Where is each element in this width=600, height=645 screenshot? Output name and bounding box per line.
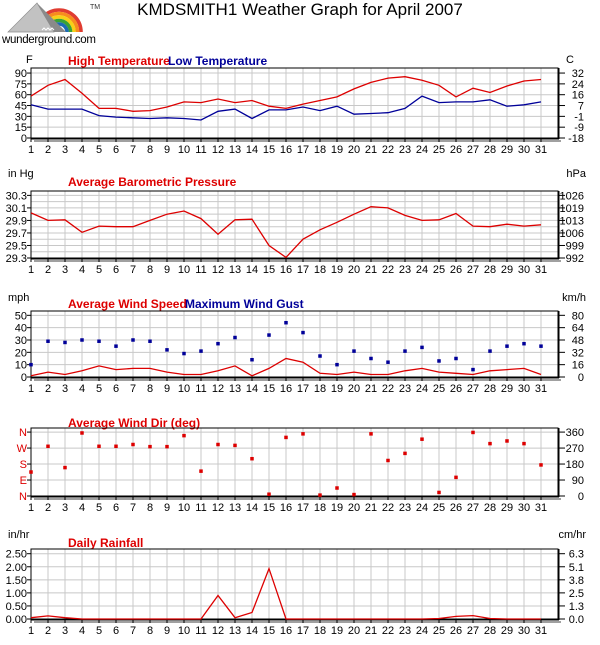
svg-text:20: 20 bbox=[347, 502, 361, 514]
svg-text:27: 27 bbox=[466, 502, 480, 514]
svg-text:23: 23 bbox=[398, 264, 412, 276]
svg-text:0: 0 bbox=[577, 372, 584, 384]
svg-text:75: 75 bbox=[14, 78, 27, 91]
svg-text:30: 30 bbox=[14, 111, 27, 124]
svg-text:7: 7 bbox=[577, 100, 584, 113]
svg-text:19: 19 bbox=[330, 625, 344, 637]
svg-text:15: 15 bbox=[14, 122, 27, 135]
svg-text:7: 7 bbox=[129, 264, 137, 276]
svg-text:1.50: 1.50 bbox=[5, 574, 27, 587]
svg-text:15: 15 bbox=[262, 383, 276, 395]
svg-text:29: 29 bbox=[500, 383, 514, 395]
svg-text:9: 9 bbox=[163, 625, 171, 637]
svg-text:80: 80 bbox=[571, 310, 584, 323]
svg-text:-18: -18 bbox=[568, 133, 584, 145]
svg-text:3: 3 bbox=[61, 383, 69, 395]
svg-text:27: 27 bbox=[466, 383, 480, 395]
svg-text:2: 2 bbox=[44, 144, 52, 156]
svg-text:14: 14 bbox=[245, 502, 259, 514]
svg-text:17: 17 bbox=[296, 625, 310, 637]
svg-text:8: 8 bbox=[146, 625, 154, 637]
svg-text:7: 7 bbox=[129, 502, 137, 514]
svg-text:5: 5 bbox=[95, 144, 103, 156]
svg-text:13: 13 bbox=[228, 264, 242, 276]
temp-unit-left: F bbox=[26, 54, 33, 66]
svg-text:30.1: 30.1 bbox=[5, 202, 27, 215]
svg-text:31: 31 bbox=[534, 383, 548, 395]
svg-text:64: 64 bbox=[571, 322, 584, 335]
svg-text:22: 22 bbox=[381, 383, 395, 395]
svg-text:0.50: 0.50 bbox=[5, 600, 27, 613]
svg-text:29.5: 29.5 bbox=[5, 240, 27, 253]
svg-text:12: 12 bbox=[211, 502, 225, 514]
svg-text:5: 5 bbox=[95, 264, 103, 276]
svg-text:26: 26 bbox=[449, 502, 463, 514]
svg-text:8: 8 bbox=[146, 264, 154, 276]
svg-text:60: 60 bbox=[14, 89, 27, 102]
svg-text:18: 18 bbox=[313, 502, 327, 514]
svg-text:28: 28 bbox=[483, 144, 497, 156]
svg-text:28: 28 bbox=[483, 264, 497, 276]
svg-text:5.1: 5.1 bbox=[568, 561, 584, 574]
svg-text:27: 27 bbox=[466, 264, 480, 276]
svg-text:3: 3 bbox=[61, 625, 69, 637]
svg-text:13: 13 bbox=[228, 502, 242, 514]
svg-text:25: 25 bbox=[432, 383, 446, 395]
svg-text:31: 31 bbox=[534, 625, 548, 637]
svg-text:13: 13 bbox=[228, 625, 242, 637]
svg-text:10: 10 bbox=[177, 264, 191, 276]
rain-unit-right: cm/hr bbox=[558, 529, 586, 541]
svg-text:19: 19 bbox=[330, 264, 344, 276]
axis-labels bbox=[17, 427, 584, 514]
svg-text:19: 19 bbox=[330, 383, 344, 395]
svg-text:30: 30 bbox=[517, 144, 531, 156]
svg-text:2.5: 2.5 bbox=[568, 587, 584, 600]
svg-text:2: 2 bbox=[44, 264, 52, 276]
svg-text:18: 18 bbox=[313, 264, 327, 276]
svg-text:15: 15 bbox=[262, 502, 276, 514]
svg-text:20: 20 bbox=[347, 625, 361, 637]
svg-text:999: 999 bbox=[565, 240, 584, 253]
svg-text:6: 6 bbox=[112, 144, 120, 156]
svg-text:25: 25 bbox=[432, 502, 446, 514]
svg-text:26: 26 bbox=[449, 144, 463, 156]
svg-text:16: 16 bbox=[279, 144, 293, 156]
svg-text:29.9: 29.9 bbox=[5, 215, 27, 228]
svg-text:2.50: 2.50 bbox=[5, 548, 27, 561]
svg-text:16: 16 bbox=[279, 264, 293, 276]
svg-text:4: 4 bbox=[78, 625, 86, 637]
svg-text:31: 31 bbox=[534, 502, 548, 514]
svg-text:29: 29 bbox=[500, 502, 514, 514]
svg-text:0: 0 bbox=[20, 372, 27, 384]
svg-text:1.3: 1.3 bbox=[568, 600, 584, 613]
svg-text:E: E bbox=[19, 475, 27, 488]
svg-text:31: 31 bbox=[534, 144, 548, 156]
svg-text:15: 15 bbox=[262, 144, 276, 156]
wind-direction-plot bbox=[0, 422, 600, 514]
svg-text:5: 5 bbox=[95, 625, 103, 637]
wind-gust-legend: Maximum Wind Gust bbox=[185, 297, 304, 311]
svg-text:17: 17 bbox=[296, 264, 310, 276]
svg-text:6: 6 bbox=[112, 502, 120, 514]
svg-text:30.3: 30.3 bbox=[5, 190, 27, 203]
svg-text:22: 22 bbox=[381, 502, 395, 514]
svg-text:18: 18 bbox=[313, 144, 327, 156]
svg-text:12: 12 bbox=[211, 144, 225, 156]
svg-text:22: 22 bbox=[381, 144, 395, 156]
svg-text:28: 28 bbox=[483, 625, 497, 637]
svg-text:29: 29 bbox=[500, 264, 514, 276]
svg-text:19: 19 bbox=[330, 502, 344, 514]
svg-text:7: 7 bbox=[129, 144, 137, 156]
svg-text:180: 180 bbox=[565, 459, 584, 472]
page-title: KMDSMITH1 Weather Graph for April 2007 bbox=[137, 0, 463, 19]
svg-text:7: 7 bbox=[129, 625, 137, 637]
svg-text:3: 3 bbox=[61, 264, 69, 276]
svg-text:90: 90 bbox=[14, 68, 27, 81]
svg-text:24: 24 bbox=[415, 625, 429, 637]
svg-text:1019: 1019 bbox=[559, 202, 584, 215]
svg-text:4: 4 bbox=[78, 502, 86, 514]
svg-text:6: 6 bbox=[112, 383, 120, 395]
svg-text:20: 20 bbox=[347, 144, 361, 156]
svg-text:31: 31 bbox=[534, 264, 548, 276]
svg-text:4: 4 bbox=[78, 264, 86, 276]
svg-text:17: 17 bbox=[296, 144, 310, 156]
svg-text:24: 24 bbox=[571, 78, 584, 91]
svg-text:30: 30 bbox=[517, 625, 531, 637]
svg-text:11: 11 bbox=[195, 625, 207, 637]
svg-text:29.3: 29.3 bbox=[5, 253, 27, 265]
svg-text:8: 8 bbox=[146, 383, 154, 395]
svg-text:W: W bbox=[16, 443, 27, 456]
svg-text:17: 17 bbox=[296, 502, 310, 514]
svg-text:20: 20 bbox=[347, 264, 361, 276]
gridlines bbox=[31, 68, 558, 138]
svg-text:25: 25 bbox=[432, 625, 446, 637]
svg-text:13: 13 bbox=[228, 144, 242, 156]
svg-text:12: 12 bbox=[211, 625, 225, 637]
svg-text:16: 16 bbox=[279, 383, 293, 395]
svg-text:11: 11 bbox=[195, 383, 207, 395]
svg-text:2.00: 2.00 bbox=[5, 561, 27, 574]
svg-text:0: 0 bbox=[20, 133, 27, 145]
logo-text: wunderground.com bbox=[2, 34, 96, 46]
svg-text:20: 20 bbox=[347, 383, 361, 395]
svg-text:32: 32 bbox=[571, 347, 584, 360]
svg-text:7: 7 bbox=[129, 383, 137, 395]
svg-text:12: 12 bbox=[211, 264, 225, 276]
svg-text:23: 23 bbox=[398, 502, 412, 514]
wind-unit-left: mph bbox=[8, 292, 30, 304]
svg-text:270: 270 bbox=[565, 443, 584, 456]
plot-border bbox=[31, 428, 559, 497]
rainfall-plot bbox=[0, 543, 600, 639]
wind-speed-legend: Average Wind Speed bbox=[68, 297, 187, 311]
svg-text:-1: -1 bbox=[574, 111, 584, 124]
wind-plot bbox=[0, 305, 600, 397]
high-temperature-legend: High Temperature bbox=[68, 54, 170, 68]
gridlines bbox=[31, 549, 558, 619]
svg-text:1: 1 bbox=[27, 264, 35, 276]
svg-text:21: 21 bbox=[364, 625, 378, 637]
svg-text:27: 27 bbox=[466, 625, 480, 637]
svg-text:10: 10 bbox=[14, 359, 27, 372]
svg-text:45: 45 bbox=[14, 100, 27, 113]
svg-text:26: 26 bbox=[449, 625, 463, 637]
svg-text:1: 1 bbox=[27, 502, 35, 514]
svg-text:0.0: 0.0 bbox=[568, 614, 584, 626]
svg-text:10: 10 bbox=[177, 502, 191, 514]
svg-text:16: 16 bbox=[279, 502, 293, 514]
trademark-label: TM bbox=[90, 4, 101, 11]
svg-text:24: 24 bbox=[415, 264, 429, 276]
svg-text:48: 48 bbox=[571, 334, 584, 347]
svg-text:30: 30 bbox=[517, 502, 531, 514]
svg-text:16: 16 bbox=[571, 89, 584, 102]
svg-text:13: 13 bbox=[228, 383, 242, 395]
svg-text:12: 12 bbox=[211, 383, 225, 395]
svg-text:10: 10 bbox=[177, 144, 191, 156]
svg-text:22: 22 bbox=[381, 625, 395, 637]
svg-text:N: N bbox=[19, 491, 27, 503]
svg-text:2: 2 bbox=[44, 383, 52, 395]
svg-text:30: 30 bbox=[517, 264, 531, 276]
svg-text:26: 26 bbox=[449, 383, 463, 395]
temp-unit-right: C bbox=[566, 54, 574, 66]
svg-text:8: 8 bbox=[146, 144, 154, 156]
svg-text:15: 15 bbox=[262, 625, 276, 637]
svg-text:15: 15 bbox=[262, 264, 276, 276]
svg-text:30: 30 bbox=[517, 383, 531, 395]
svg-text:24: 24 bbox=[415, 502, 429, 514]
svg-text:23: 23 bbox=[398, 144, 412, 156]
svg-text:1: 1 bbox=[27, 144, 35, 156]
svg-text:28: 28 bbox=[483, 383, 497, 395]
svg-text:90: 90 bbox=[571, 475, 584, 488]
svg-text:21: 21 bbox=[364, 144, 378, 156]
svg-text:32: 32 bbox=[571, 68, 584, 81]
svg-text:29.7: 29.7 bbox=[5, 227, 27, 240]
svg-text:0: 0 bbox=[577, 491, 584, 503]
gridlines bbox=[31, 311, 558, 377]
svg-text:30: 30 bbox=[14, 334, 27, 347]
svg-text:29: 29 bbox=[500, 625, 514, 637]
wind-dir-title: Average Wind Dir (deg) bbox=[68, 416, 201, 430]
svg-text:S: S bbox=[19, 459, 27, 472]
svg-text:23: 23 bbox=[398, 383, 412, 395]
svg-text:24: 24 bbox=[415, 144, 429, 156]
plot-border bbox=[31, 68, 559, 139]
svg-text:-9: -9 bbox=[574, 122, 584, 135]
svg-text:18: 18 bbox=[313, 625, 327, 637]
svg-text:21: 21 bbox=[364, 502, 378, 514]
svg-text:1013: 1013 bbox=[559, 215, 584, 228]
pressure-title: Average Barometric Pressure bbox=[68, 175, 237, 189]
svg-text:14: 14 bbox=[245, 383, 259, 395]
plot-border bbox=[31, 549, 559, 620]
svg-text:1.00: 1.00 bbox=[5, 587, 27, 600]
svg-text:21: 21 bbox=[364, 383, 378, 395]
svg-text:50: 50 bbox=[14, 310, 27, 323]
pressure-unit-left: in Hg bbox=[8, 168, 34, 180]
svg-text:17: 17 bbox=[296, 383, 310, 395]
gridlines bbox=[31, 428, 558, 496]
rainfall-title: Daily Rainfall bbox=[68, 536, 144, 550]
svg-text:28: 28 bbox=[483, 502, 497, 514]
svg-text:20: 20 bbox=[14, 347, 27, 360]
svg-text:3: 3 bbox=[61, 502, 69, 514]
svg-text:9: 9 bbox=[163, 264, 171, 276]
svg-text:360: 360 bbox=[565, 427, 584, 440]
svg-text:16: 16 bbox=[279, 625, 293, 637]
svg-text:4: 4 bbox=[78, 144, 86, 156]
svg-text:14: 14 bbox=[245, 264, 259, 276]
svg-text:18: 18 bbox=[313, 383, 327, 395]
svg-text:1: 1 bbox=[27, 625, 35, 637]
svg-text:6: 6 bbox=[112, 625, 120, 637]
svg-text:14: 14 bbox=[245, 625, 259, 637]
svg-text:8: 8 bbox=[146, 502, 154, 514]
svg-text:N: N bbox=[19, 427, 27, 440]
pressure-unit-right: hPa bbox=[566, 168, 586, 180]
svg-text:11: 11 bbox=[195, 144, 207, 156]
svg-text:19: 19 bbox=[330, 144, 344, 156]
svg-text:25: 25 bbox=[432, 264, 446, 276]
svg-text:40: 40 bbox=[14, 322, 27, 335]
svg-text:26: 26 bbox=[449, 264, 463, 276]
svg-text:4: 4 bbox=[78, 383, 86, 395]
temperature-plot bbox=[0, 60, 600, 156]
svg-text:2: 2 bbox=[44, 625, 52, 637]
svg-text:9: 9 bbox=[163, 502, 171, 514]
svg-text:16: 16 bbox=[571, 359, 584, 372]
svg-text:24: 24 bbox=[415, 383, 429, 395]
svg-text:1: 1 bbox=[27, 383, 35, 395]
svg-text:25: 25 bbox=[432, 144, 446, 156]
svg-text:5: 5 bbox=[95, 502, 103, 514]
svg-text:21: 21 bbox=[364, 264, 378, 276]
svg-text:6: 6 bbox=[112, 264, 120, 276]
svg-text:11: 11 bbox=[195, 264, 207, 276]
pressure-plot bbox=[0, 185, 600, 277]
svg-text:22: 22 bbox=[381, 264, 395, 276]
svg-text:9: 9 bbox=[163, 144, 171, 156]
svg-text:29: 29 bbox=[500, 144, 514, 156]
svg-text:0.00: 0.00 bbox=[5, 614, 27, 626]
svg-text:23: 23 bbox=[398, 625, 412, 637]
svg-text:3.8: 3.8 bbox=[568, 574, 584, 587]
svg-text:6.3: 6.3 bbox=[568, 548, 584, 561]
svg-text:27: 27 bbox=[466, 144, 480, 156]
rain-unit-left: in/hr bbox=[8, 529, 30, 541]
svg-text:5: 5 bbox=[95, 383, 103, 395]
wind-unit-right: km/h bbox=[562, 292, 586, 304]
svg-text:14: 14 bbox=[245, 144, 259, 156]
axis-labels bbox=[15, 68, 584, 156]
svg-text:1026: 1026 bbox=[559, 190, 584, 203]
svg-text:11: 11 bbox=[195, 502, 207, 514]
low-temperature-legend: Low Temperature bbox=[168, 54, 268, 68]
svg-text:992: 992 bbox=[565, 253, 584, 265]
svg-text:9: 9 bbox=[163, 383, 171, 395]
svg-text:2: 2 bbox=[44, 502, 52, 514]
svg-text:3: 3 bbox=[61, 144, 69, 156]
svg-text:10: 10 bbox=[177, 383, 191, 395]
svg-text:1006: 1006 bbox=[559, 227, 584, 240]
svg-text:10: 10 bbox=[177, 625, 191, 637]
